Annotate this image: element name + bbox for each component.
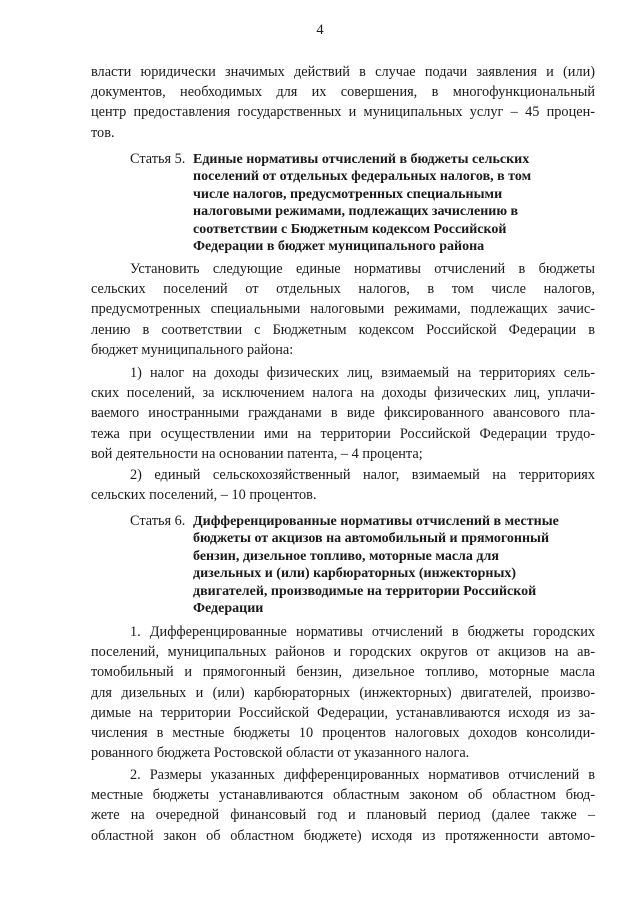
text-line: для дизельных и (или) карбюраторных (инжекторных) двигателей, произво- <box>91 684 595 701</box>
title-line: налоговыми режимами, подлежащих зачислению в <box>193 204 519 220</box>
text-line: сельских поселений, – 10 процентов. <box>91 487 317 504</box>
text-line: поселений, муниципальных районов и городских округов от акцизов на ав- <box>91 644 595 661</box>
text-line: тов. <box>91 124 115 141</box>
text-line: тежа при осуществлении ими на территории Российской Федерации трудо- <box>91 425 595 442</box>
text-line: 2. Размеры указанных дифференцированных нормативов отчислений в <box>130 767 595 783</box>
text-line: власти юридически значимых действий в случае подачи заявления и (или) <box>91 64 595 80</box>
title-line: двигателей, производимые на территории Российской <box>193 583 537 599</box>
text-line: областной закон об областном бюджете) исходя из протяженности автомо- <box>91 827 595 844</box>
title-line: поселений от отдельных федеральных налогов, в том <box>193 169 532 185</box>
page-number: 4 <box>316 22 324 38</box>
article-6-paragraph-2 <box>91 765 595 846</box>
title-line: дизельных и (или) карбюраторных (инжекторных) <box>193 566 517 582</box>
text-line: 2) единый сельскохозяйственный налог, взимаемый на территориях <box>130 467 595 483</box>
title-line: Федерации <box>193 601 264 617</box>
article-6-title <box>193 513 603 617</box>
text-line: 1) налог на доходы физических лиц, взимаемый на территориях сель- <box>130 365 595 381</box>
text-line: числения в местные бюджеты 10 процентов налоговых доходов консолиди- <box>91 725 595 742</box>
title-line: Федерации в бюджет муниципального района <box>193 239 485 255</box>
article-5-item-1 <box>91 363 595 464</box>
text-line: предусмотренных специальными налоговыми режимами, подлежащих зачис- <box>91 301 595 318</box>
text-line: сельских поселений от отдельных налогов, в том числе налогов, <box>91 281 595 298</box>
title-line: Единые нормативы отчислений в бюджеты сельских <box>193 152 530 167</box>
intro-paragraph <box>91 62 595 143</box>
text-line: документов, необходимых для их совершения, в многофункциональный <box>91 84 595 101</box>
title-line: соответствии с Бюджетным кодексом Российской <box>193 221 507 237</box>
article-5-label: Статья 5. <box>130 151 186 167</box>
text-line: рованного бюджета Ростовской области от указанного налога. <box>91 745 470 762</box>
title-line: бензин, дизельное топливо, моторные масла для <box>193 548 499 564</box>
title-line: числе налогов, предусмотренных специальными <box>193 186 503 202</box>
text-line: бюджет муниципального района: <box>91 341 294 358</box>
article-5-item-2 <box>91 465 595 505</box>
text-line: центр предоставления государственных и муниципальных услуг – 45 процен- <box>91 104 595 121</box>
text-line: 1. Дифференцированные нормативы отчислений в бюджеты городских <box>130 624 595 640</box>
text-line: лению в соответствии с Бюджетным кодексом Российской Федерации в <box>91 321 595 338</box>
article-6-label: Статья 6. <box>130 513 186 529</box>
text-line: жете на очередной финансовый год и плановый период (далее также – <box>91 807 595 824</box>
text-line: ваемого иностранными гражданами в виде фиксированного авансового пла- <box>91 405 595 422</box>
title-line: бюджеты от акцизов на автомобильный и прямогонный <box>193 531 550 547</box>
article-5-body <box>91 259 595 360</box>
text-line: местные бюджеты устанавливаются областным законом об областном бюд- <box>91 787 595 804</box>
text-line: томобильный и прямогонный бензин, дизельное топливо, моторные масла <box>91 664 595 681</box>
text-line: димые на территории Российской Федерации, устанавливаются исходя из за- <box>91 704 595 721</box>
text-line: ских поселений, за исключением налога на доходы физических лиц, уплачи- <box>91 385 595 402</box>
title-line: Дифференцированные нормативы отчислений в местные <box>193 514 559 529</box>
article-6-paragraph-1 <box>91 622 595 763</box>
text-line: Установить следующие единые нормативы отчислений в бюджеты <box>130 261 595 277</box>
article-5-title <box>193 151 603 255</box>
text-line: вой деятельности на основании патента, – 4 процента; <box>91 445 423 462</box>
